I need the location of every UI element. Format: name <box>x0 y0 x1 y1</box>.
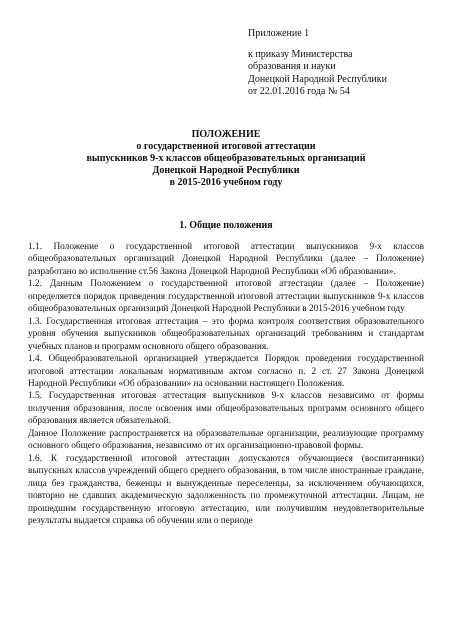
paragraph: Данное Положение распространяется на образовательные организации, реализующие программу основного общего образования, независимо от их организационно-правовой формы. <box>28 428 424 452</box>
appendix-title: Приложение 1 <box>248 28 310 39</box>
heading-line: о государственной итоговой аттестации <box>136 141 316 152</box>
appendix-block <box>248 28 438 99</box>
paragraph: 1.1. Положение о государственной итоговой аттестации выпускников 9-х классов общеобразовательных организаций Донецкой Народной Республики (далее – Положение) разработано во исполнение ст.56 Закона Донецкой Народной Республики «Об образовании». <box>28 242 424 277</box>
heading-line: выпускников 9-х классов общеобразовательных организаций <box>86 153 366 164</box>
heading-line: в 2015-2016 учебном году <box>169 177 283 188</box>
paragraph: 1.3. Государственная итоговая аттестация – это форма контроля соответствия образовательного уровня обучения выпускников общеобразовательных организаций требованиям и стандартам учебных планов и программ основного общего образования. <box>28 316 424 352</box>
appendix-line: от 22.01.2016 года № 54 <box>248 86 350 98</box>
paragraph: 1.5. Государственная итоговая аттестация выпускников 9-х классов независимо от формы получения образования, после освоения ими общеобразовательных программ основного общего образования является обязательной. <box>28 391 424 427</box>
section-title: 1. Общие положения <box>179 220 273 231</box>
paragraph: 1.2. Данным Положением о государственной итоговой аттестации (далее – Положение) определяется порядок проведения государственной итоговой аттестации выпускников 9-х классов общеобразовательных организаций Донецкой Народной Республики в 2015-2016 учебном году <box>28 279 424 315</box>
appendix-line: к приказу Министерства <box>248 48 353 60</box>
heading-line: Донецкой Народной Республики <box>152 165 300 176</box>
document-body <box>28 241 424 527</box>
paragraph: 1.4. Общеобразовательной организацией утверждается Порядок проведения государственной итоговой аттестации локальным нормативным актом согласно п. 2 ст. 27 Закона Донецкой Народной Республики «Об образовании» на основании настоящего Положения. <box>28 354 424 389</box>
document-title: ПОЛОЖЕНИЕ <box>191 129 261 140</box>
document-heading <box>40 129 412 189</box>
appendix-line: Донецкой Народной Республики <box>248 73 387 85</box>
appendix-line: образования и науки <box>248 61 336 73</box>
paragraph: 1.6. К государственной итоговой аттестации допускаются обучающиеся (воспитанники) выпускных классов учреждений общего среднего образования, в том числе иностранные граждане, лица без гражданства, беженцы и вынужденные переселенцы, за исключением обучающихся, повторно не сдавших академическую задолженность по промежуточной аттестации. Лицам, не прошедшим государственную итоговую аттестацию, или получившим неудовлетворительные результаты выдается справка об обучении или о периоде <box>28 453 424 526</box>
